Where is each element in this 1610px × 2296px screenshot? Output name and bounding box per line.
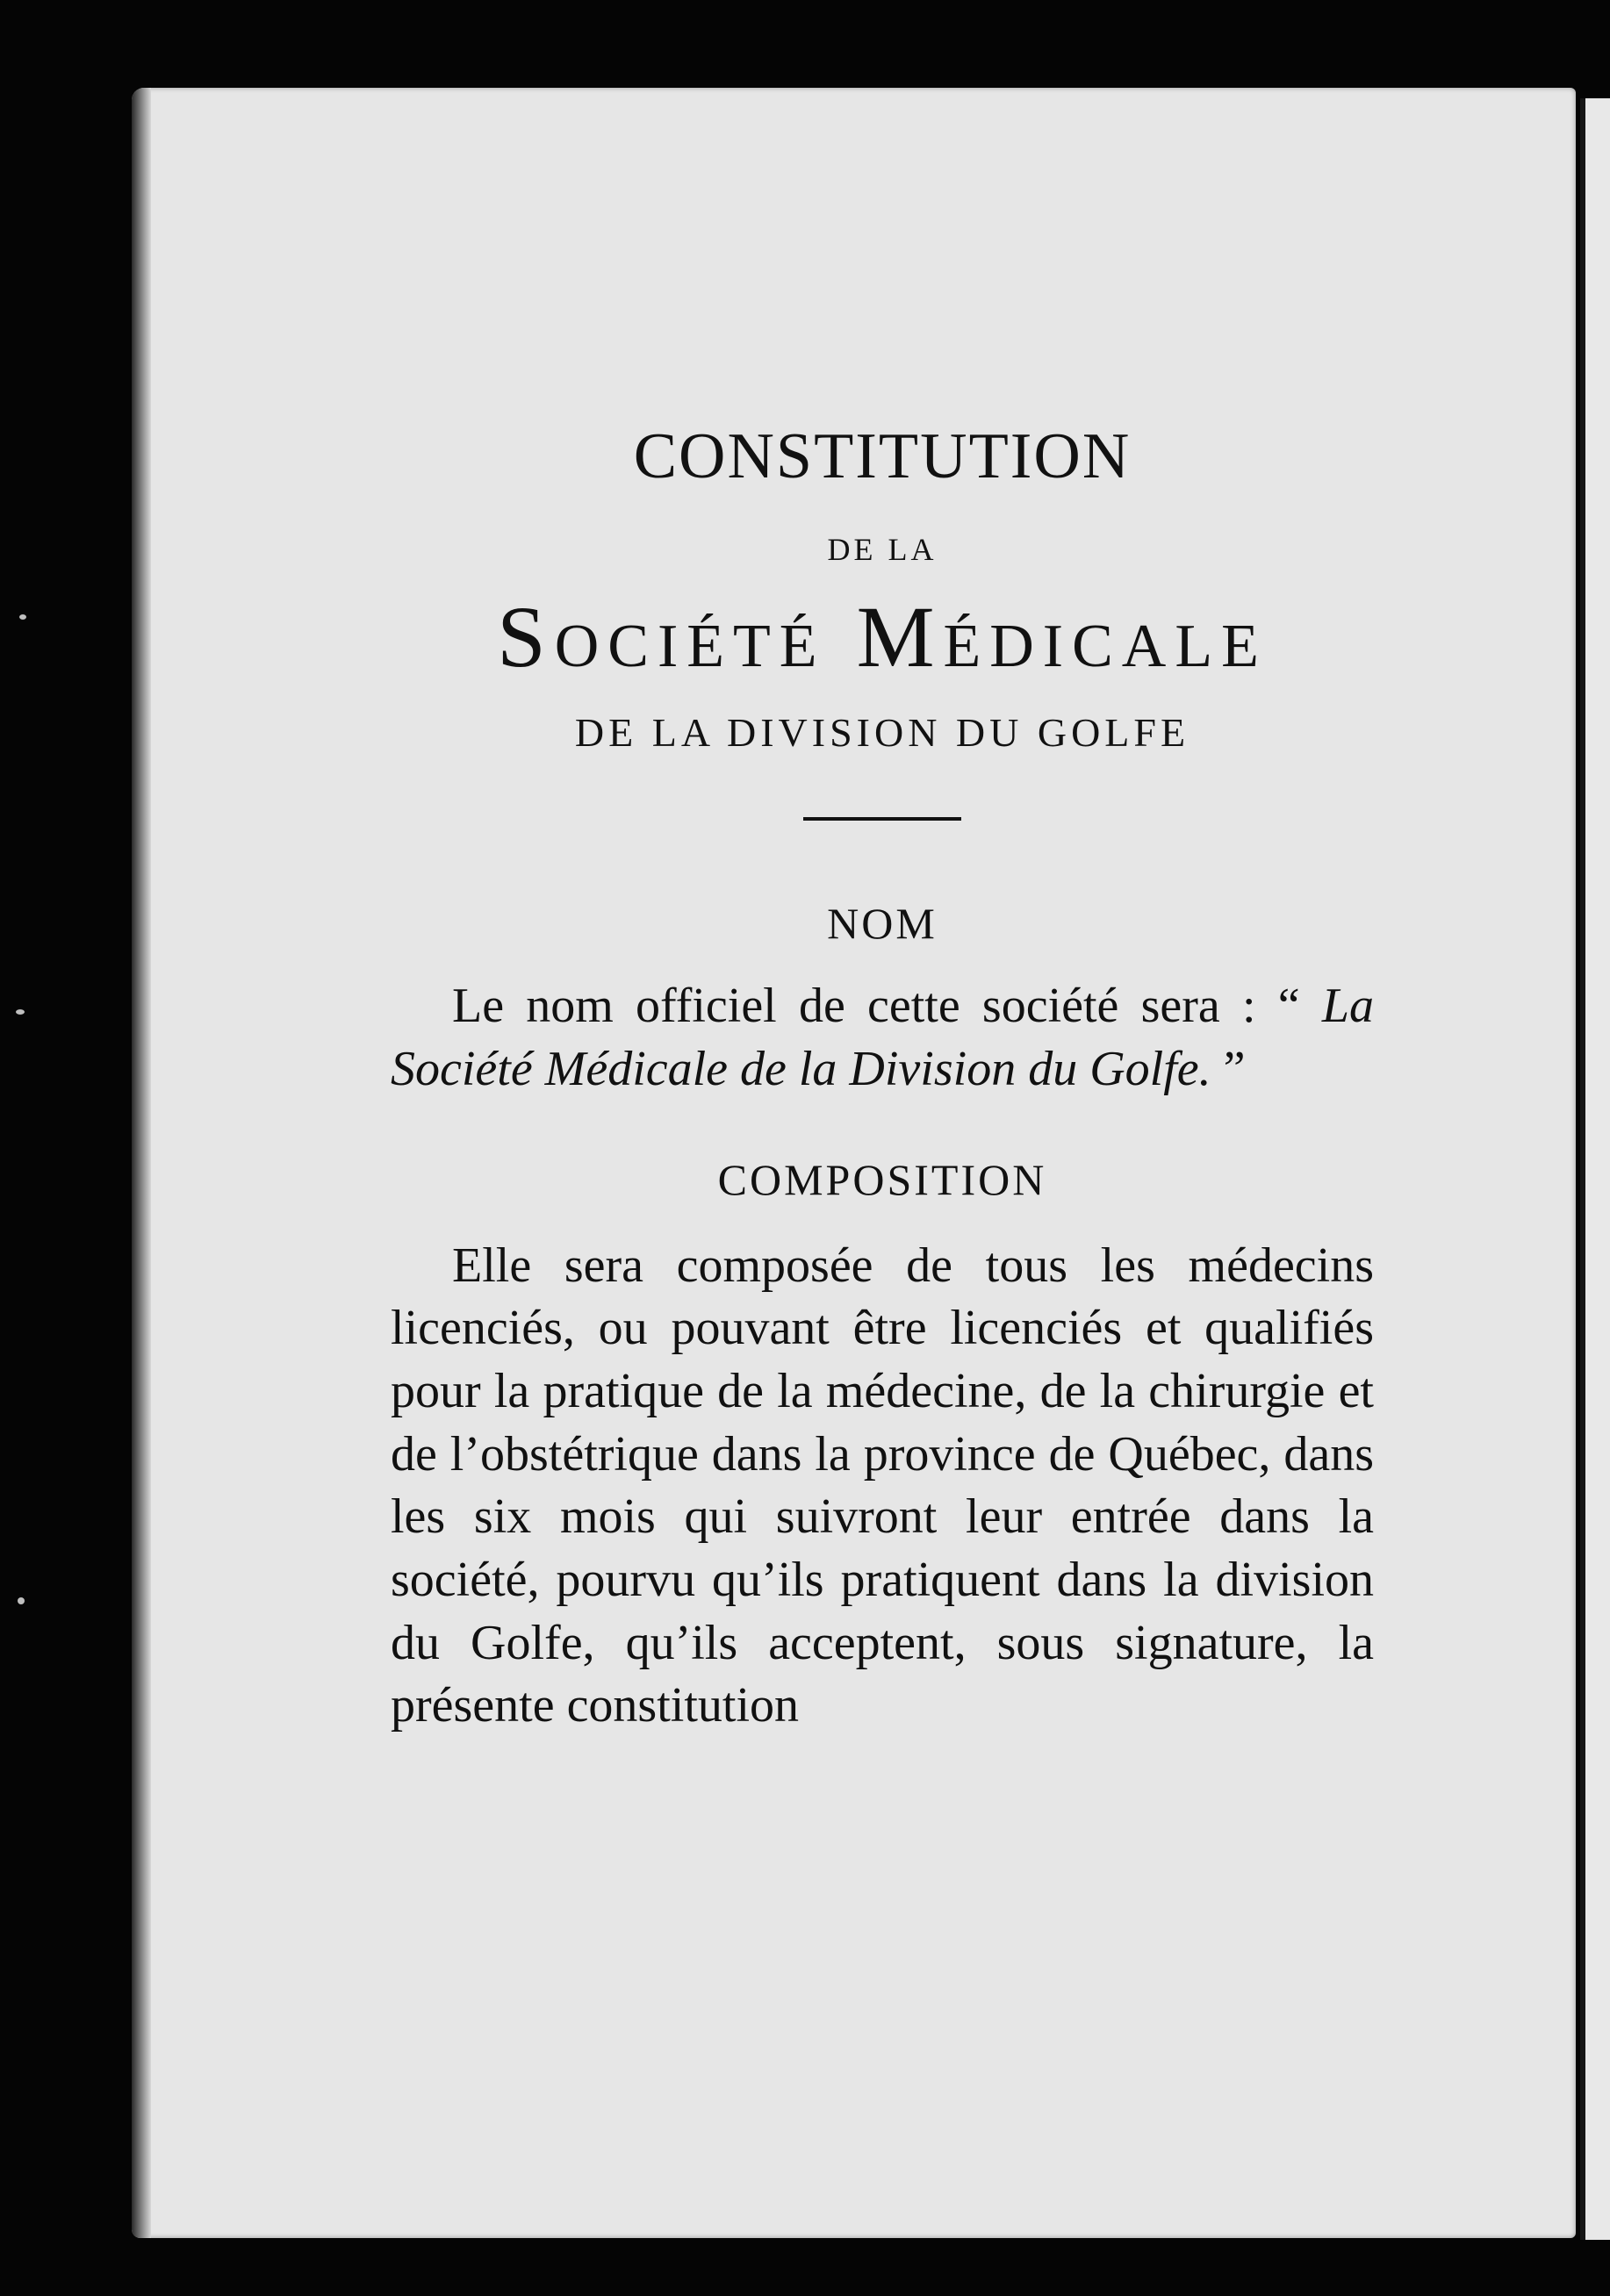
title-connector: DE LA — [827, 532, 938, 568]
society-name: Société Médicale — [497, 588, 1268, 686]
divider-rule — [803, 817, 961, 821]
section-text-composition: Elle sera composée de tous les médecins licenciés, ou pouvant être licenciés et qualifiés pour la pratique de la médecine, de la chirurgie et de l’obstétrique dans la province de Québec, dans les six mois qui suivront leur entrée dans la société, pourvu qu’ils pratiquent dans la division du Golfe, qu’ils acceptent, sous signature, la présente constitution — [391, 1238, 1374, 1733]
section-heading-nom: NOM — [827, 899, 938, 949]
nom-text-close: ” — [1211, 1042, 1246, 1097]
section-text-nom — [391, 975, 1374, 1101]
page-content — [391, 421, 1374, 1738]
title-divider — [391, 817, 1374, 821]
division-subtitle: DE LA DIVISION DU GOLFE — [574, 710, 1190, 756]
official-name-quote: La Société Médicale de la Division du Golfe. — [391, 979, 1374, 1097]
scan-dust-mark — [16, 1009, 25, 1015]
facing-page-edge — [1580, 98, 1610, 2240]
scan-dust-mark — [19, 614, 26, 620]
page-spine — [132, 88, 151, 2238]
nom-text-lead: Le nom officiel de cette société sera : “ — [452, 979, 1322, 1034]
scan-dust-mark — [18, 1597, 25, 1604]
section-heading-composition: COMPOSITION — [717, 1154, 1047, 1204]
document-title: CONSTITUTION — [633, 420, 1132, 492]
